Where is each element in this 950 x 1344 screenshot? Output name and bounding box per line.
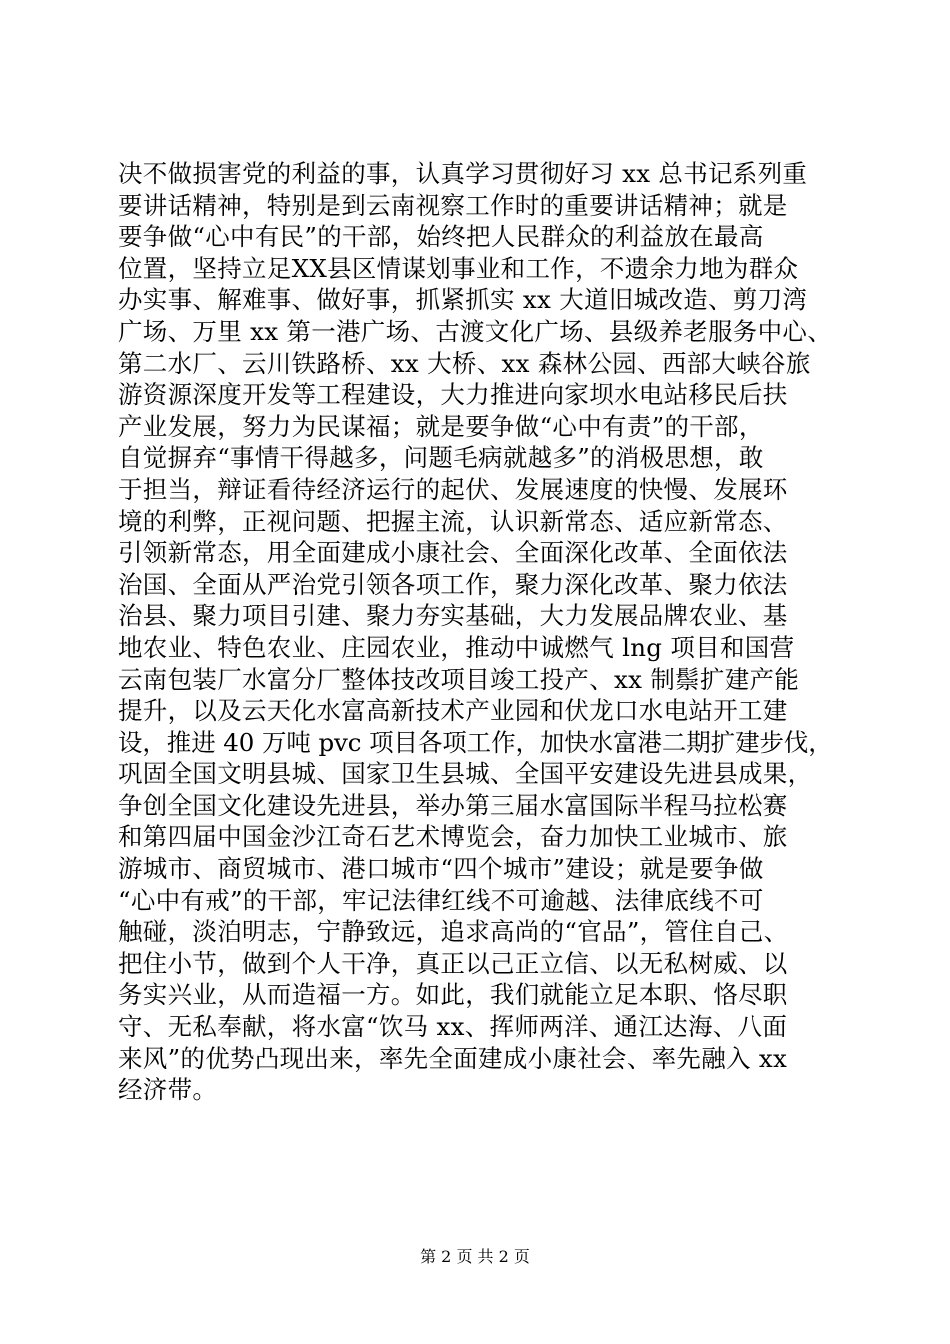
body-paragraph (118, 158, 836, 1106)
text-line: 决不做损害党的利益的事，认真学习贯彻好习 xx 总书记系列重 (118, 159, 808, 188)
text-line: 触碰，淡泊明志，宁静致远，追求高尚的“官品”，管住自己、 (118, 917, 789, 947)
text-line: 经济带。 (118, 1075, 218, 1105)
text-line: 和第四届中国金沙江奇石艺术博览会，奋力加快工业城市、旅 (118, 822, 788, 852)
text-line: 提升，以及云天化水富高新技术产业园和伏龙口水电站开工建 (118, 696, 788, 726)
text-line: 产业发展，努力为民谋福；就是要争做“心中有责”的干部， (118, 411, 764, 441)
text-line: 把住小节，做到个人干净，真正以己正立信、以无私树威、以 (118, 948, 788, 978)
text-line: 务实兴业，从而造福一方。如此，我们就能立足本职、恪尽职 (118, 980, 788, 1010)
text-line: 第二水厂、云川铁路桥、xx 大桥、xx 森林公园、西部大峡谷旅 (118, 348, 811, 378)
text-line: 位置，坚持立足XX县区情谋划事业和工作，不遗余力地为群众 (118, 253, 799, 283)
text-line: 引领新常态，用全面建成小康社会、全面深化改革、全面依法 (118, 538, 788, 568)
text-line: 治国、全面从严治党引领各项工作，聚力深化改革、聚力依法 (118, 569, 788, 599)
text-line: 治县、聚力项目引建、聚力夯实基础，大力发展品牌农业、基 (118, 601, 788, 631)
text-line: 云南包装厂水富分厂整体技改项目竣工投产、xx 制鬃扩建产能 (118, 664, 800, 694)
page-footer: 第 2 页 共 2 页 (420, 1247, 530, 1266)
text-line: 设，推进 40 万吨 pvc 项目各项工作，加快水富港二期扩建步伐， (118, 727, 833, 757)
text-line: 地农业、特色农业、庄园农业，推动中诚燃气 lng 项目和国营 (118, 632, 795, 662)
text-line: 要讲话精神，特别是到云南视察工作时的重要讲话精神；就是 (118, 190, 788, 220)
text-line: 广场、万里 xx 第一港广场、古渡文化广场、县级养老服务中心、 (118, 316, 833, 346)
text-line: 游城市、商贸城市、港口城市“四个城市”建设；就是要争做 (118, 854, 764, 884)
text-line: 游资源深度开发等工程建设，大力推进向家坝水电站移民后扶 (118, 380, 788, 410)
text-line: 于担当，辩证看待经济运行的起伏、发展速度的快慢、发展环 (118, 474, 788, 504)
text-line: 守、无私奉献，将水富“饮马 xx、挥师两洋、通江达海、八面 (118, 1012, 788, 1042)
text-line: 来风”的优势凸现出来，率先全面建成小康社会、率先融入 xx (118, 1043, 788, 1073)
text-line: 境的利弊，正视问题、把握主流，认识新常态、适应新常态、 (118, 506, 788, 536)
text-line: “心中有戒”的干部，牢记法律红线不可逾越、法律底线不可 (118, 885, 764, 915)
text-line: 巩固全国文明县城、国家卫生县城、全国平安建设先进县成果， (118, 759, 813, 789)
text-line: 要争做“心中有民”的干部，始终把人民群众的利益放在最高 (118, 222, 764, 252)
text-line: 争创全国文化建设先进县，举办第三届水富国际半程马拉松赛 (118, 790, 788, 820)
text-line: 办实事、解难事、做好事，抓紧抓实 xx 大道旧城改造、剪刀湾 (118, 285, 808, 315)
text-line: 自觉摒弃“事情干得越多，问题毛病就越多”的消极思想，敢 (118, 443, 764, 473)
